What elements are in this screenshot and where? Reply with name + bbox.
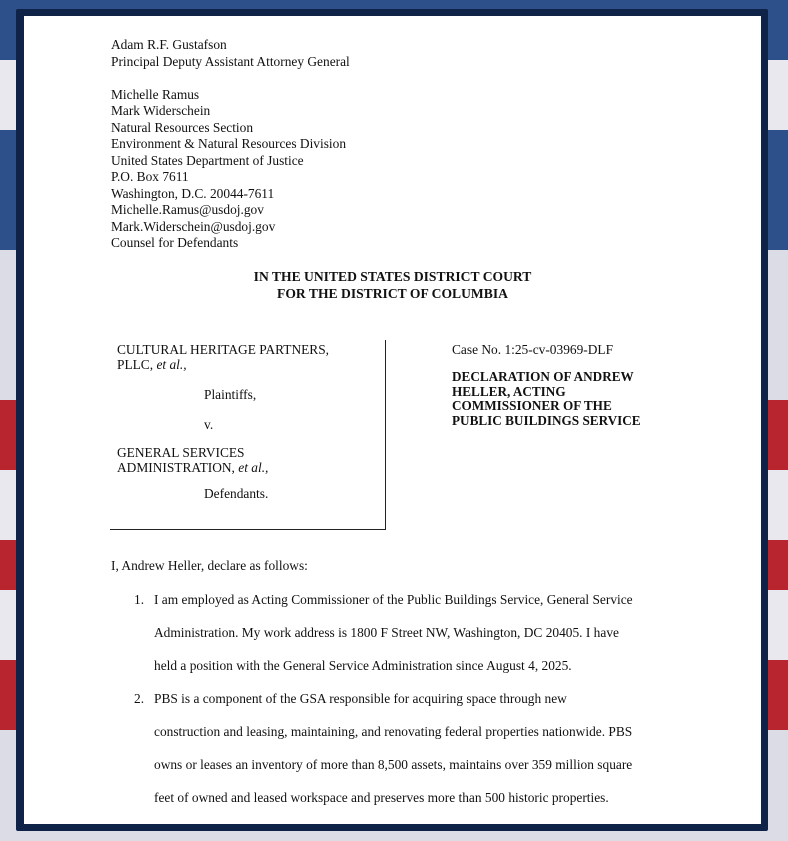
header-line: United States Department of Justice [111,152,304,168]
email-line: Michelle.Ramus@usdoj.gov [111,202,264,217]
paragraph-1-line: I am employed as Acting Commissioner of the Public Buildings Service, General Service [154,592,633,607]
header-line: Washington, D.C. 20044-7611 [111,185,275,201]
declaration-title-line: PUBLIC BUILDINGS SERVICE [452,412,641,428]
defendant-name: GENERAL SERVICES [117,445,245,460]
header-line: Environment & Natural Resources Division [111,136,347,151]
header-line: Adam R.F. Gustafson [111,37,227,52]
defendants-label: Defendants. [204,486,269,501]
defendant-name-cont: ADMINISTRATION, et al., [117,460,269,475]
court-document [24,16,761,824]
plaintiff-name-cont: PLLC, et al., [117,357,187,372]
caption-divider-vertical [385,340,386,530]
paragraph-2-line: owns or leases an inventory of more than 8,500 assets, maintains over 359 million square [154,757,633,772]
paragraph-1-line: Administration. My work address is 1800 F Street NW, Washington, DC 20405. I have [154,625,619,640]
paragraph-1-line: held a position with the General Service Administration since August 4, 2025. [154,658,572,673]
paragraph-number: 1. [134,592,145,607]
header-line: Principal Deputy Assistant Attorney General [111,53,350,69]
declaration-title-line: COMMISSIONER OF THE [452,398,612,414]
paragraph-2-line: feet of owned and leased workspace and preserves more than 500 historic properties. [154,790,609,805]
declaration-intro: I, Andrew Heller, declare as follows: [111,558,308,573]
plaintiff-name: CULTURAL HERITAGE PARTNERS, [117,342,330,357]
header-line: P.O. Box 7611 [111,169,189,184]
court-title-line1: IN THE UNITED STATES DISTRICT COURT [253,269,532,284]
paragraph-2-line: construction and leasing, maintaining, and renovating federal properties nationwide. PBS [154,724,633,739]
declaration-title-line: DECLARATION OF ANDREW [452,369,634,384]
case-number: Case No. 1:25-cv-03969-DLF [452,342,614,357]
email-line: Mark.Widerschein@usdoj.gov [111,218,276,234]
declaration-title-line: HELLER, ACTING [452,383,566,399]
header-line: Natural Resources Section [111,119,254,135]
caption-divider-horizontal [110,529,386,530]
court-title-line2: FOR THE DISTRICT OF COLUMBIA [277,286,508,301]
header-line: Mark Widerschein [111,103,211,118]
declaration-title [452,370,641,428]
header-line: Michelle Ramus [111,86,200,102]
plaintiffs-label: Plaintiffs, [204,387,257,402]
versus-label: v. [204,417,214,432]
paragraph-2-line: PBS is a component of the GSA responsible for acquiring space through new [154,691,567,706]
header-line: Counsel for Defendants [111,235,239,250]
paragraph-number: 2. [134,691,145,706]
